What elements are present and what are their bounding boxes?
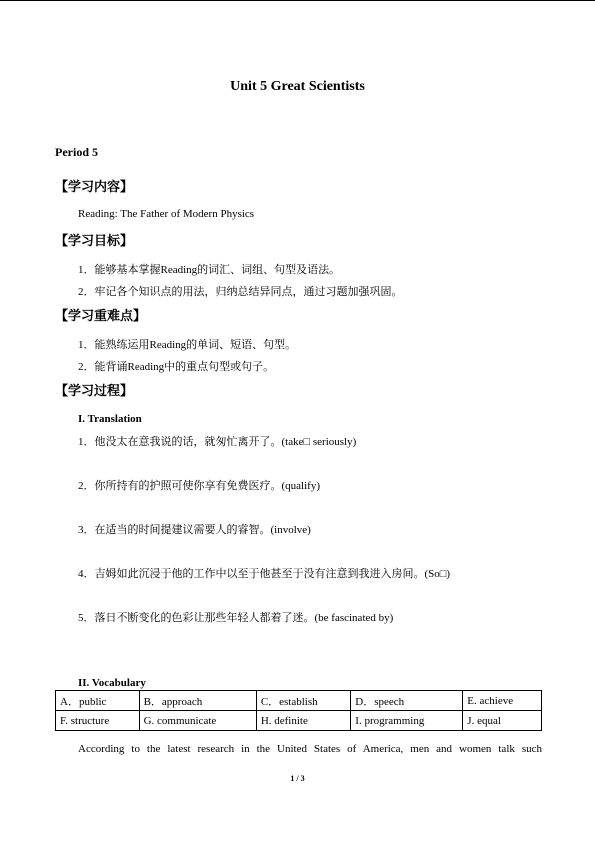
vocab-cell: H. definite <box>256 711 350 731</box>
translation-item: 3．在适当的时间提建议需要人的睿智。(involve) <box>78 524 311 536</box>
table-row <box>56 711 542 731</box>
translation-item: 4．吉姆如此沉浸于他的工作中以至于他甚至于没有注意到我进入房间。(So□) <box>78 568 451 580</box>
keypoint-item: 1．能熟练运用Reading的单词、短语、句型。 <box>78 339 297 351</box>
keypoint-item: 2．能背诵Reading中的重点句型或句子。 <box>78 361 275 373</box>
top-border <box>0 0 595 1</box>
goal-item: 1．能够基本掌握Reading的词汇、词组、句型及语法。 <box>78 264 341 276</box>
vocab-cell: G. communicate <box>139 711 256 731</box>
vocab-cell: J. equal <box>463 711 542 731</box>
section-heading-keypoints: 【学习重难点】 <box>55 309 147 324</box>
vocab-cell: I. programming <box>351 711 463 731</box>
section-heading-content: 【学习内容】 <box>55 180 134 195</box>
vocabulary-table <box>55 690 542 731</box>
vocab-cell: C．establish <box>256 691 350 711</box>
section-heading-goals: 【学习目标】 <box>55 234 134 249</box>
period-label: Period 5 <box>55 145 98 159</box>
page-number: 1 / 3 <box>290 774 305 783</box>
table-row <box>56 691 542 711</box>
translation-item: 1．他没太在意我说的话，就匆忙离开了。(take□ seriously) <box>78 436 357 448</box>
section-heading-process: 【学习过程】 <box>55 384 134 399</box>
vocabulary-heading: II. Vocabulary <box>78 677 146 689</box>
vocab-cell: D．speech <box>351 691 463 711</box>
translation-item: 2．你所持有的护照可使你享有免费医疗。(qualify) <box>78 480 320 492</box>
translation-heading: I. Translation <box>78 413 142 425</box>
translation-item: 5．落日不断变化的色彩让那些年轻人都着了迷。(be fascinated by) <box>78 612 394 624</box>
page-title: Unit 5 Great Scientists <box>230 79 365 94</box>
goal-item: 2．牢记各个知识点的用法，归纳总结异同点，通过习题加强巩固。 <box>78 286 403 298</box>
vocab-cell: F. structure <box>56 711 140 731</box>
vocab-cell: A．public <box>56 691 140 711</box>
vocab-cell: B．approach <box>139 691 256 711</box>
content-text: Reading: The Father of Modern Physics <box>78 208 255 220</box>
vocabulary-paragraph: According to the latest research in the United States of America, men and women talk such <box>78 743 542 755</box>
vocab-cell: E. achieve <box>463 691 542 711</box>
